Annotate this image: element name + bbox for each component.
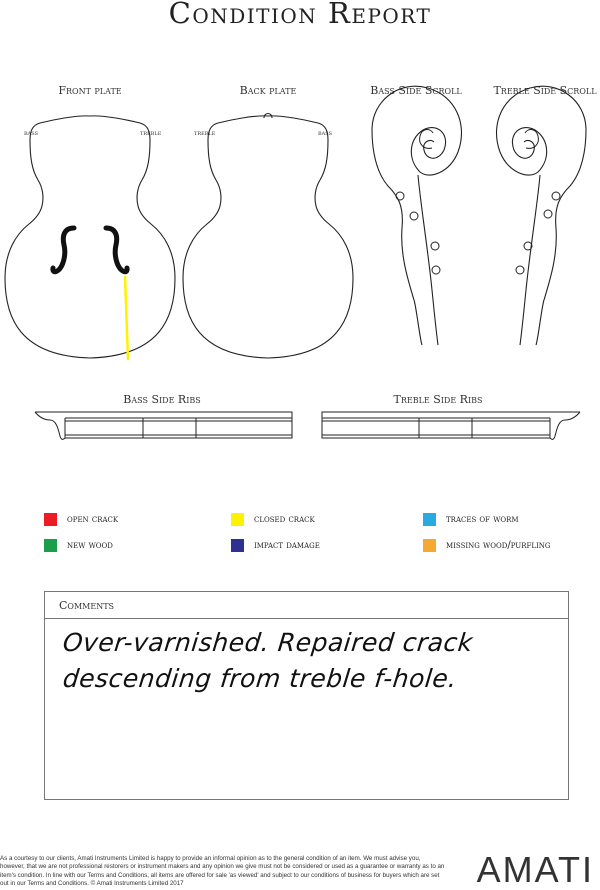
- legend-label: new wood: [67, 540, 113, 551]
- legend-new-wood: [44, 539, 113, 552]
- bass-scroll-label: Bass Side Scroll: [370, 84, 462, 97]
- legend-swatch: [44, 539, 57, 552]
- amati-logo: AMATI: [476, 849, 594, 890]
- treble-f-hole: [106, 228, 127, 272]
- page-title: Condition Report: [168, 0, 432, 30]
- legend-impact-damage: [231, 539, 320, 552]
- comment-line-2: descending from treble f-hole.: [61, 664, 459, 693]
- legend-label: impact damage: [254, 540, 320, 551]
- legend-swatch: [231, 539, 244, 552]
- legend-swatch: [423, 539, 436, 552]
- treble-scroll-label: Treble Side Scroll: [493, 84, 597, 97]
- legend-label: traces of worm: [446, 514, 519, 525]
- legend-swatch: [231, 513, 244, 526]
- front-bass-label: bass: [24, 129, 39, 137]
- legend-label: open crack: [67, 514, 119, 525]
- front-treble-label: treble: [140, 129, 162, 137]
- closed-crack-mark: [125, 276, 128, 360]
- legend-label: missing wood/purfling: [446, 540, 551, 551]
- bass-ribs-label: Bass Side Ribs: [123, 393, 201, 406]
- bass-side-ribs: [35, 412, 292, 439]
- front-plate-outline: [5, 116, 175, 360]
- back-plate-label: Back plate: [239, 84, 297, 97]
- back-plate-outline: [183, 114, 353, 359]
- comments-label: Comments: [45, 592, 568, 619]
- back-treble-label: treble: [194, 129, 216, 137]
- legend-swatch: [44, 513, 57, 526]
- back-bass-label: bass: [318, 129, 333, 137]
- treble-ribs-label: Treble Side Ribs: [393, 393, 483, 406]
- legend-open-crack: [44, 513, 118, 526]
- bass-side-scroll: [372, 86, 461, 345]
- bass-f-hole: [53, 228, 74, 272]
- comment-line-1: Over-varnished. Repaired crack: [61, 628, 475, 657]
- legend-swatch: [423, 513, 436, 526]
- legend-traces-of-worm: [423, 513, 519, 526]
- front-plate-label: Front plate: [58, 84, 122, 97]
- treble-side-scroll: [497, 86, 586, 345]
- legend-missing-wood: [423, 539, 550, 552]
- disclaimer-text: As a courtesy to our clients, Amati Instruments Limited is happy to provide an informal opinion as to the general condition of an item. We must advise you, however, that we are not professional restorers or instrument makers and any opinion we give must not be considered or used as a guarantee or warranty as to an item's condition. In line with our Terms and Conditions, all items are offered for sale 'as viewed' and subject to our conditions of business for buyers which are set out in our Terms and Conditions. © Amati Instruments Limited 2017: [0, 855, 445, 887]
- legend-label: closed crack: [254, 514, 315, 525]
- treble-side-ribs: [322, 412, 580, 439]
- comments-box[interactable]: [44, 591, 569, 800]
- legend-closed-crack: [231, 513, 315, 526]
